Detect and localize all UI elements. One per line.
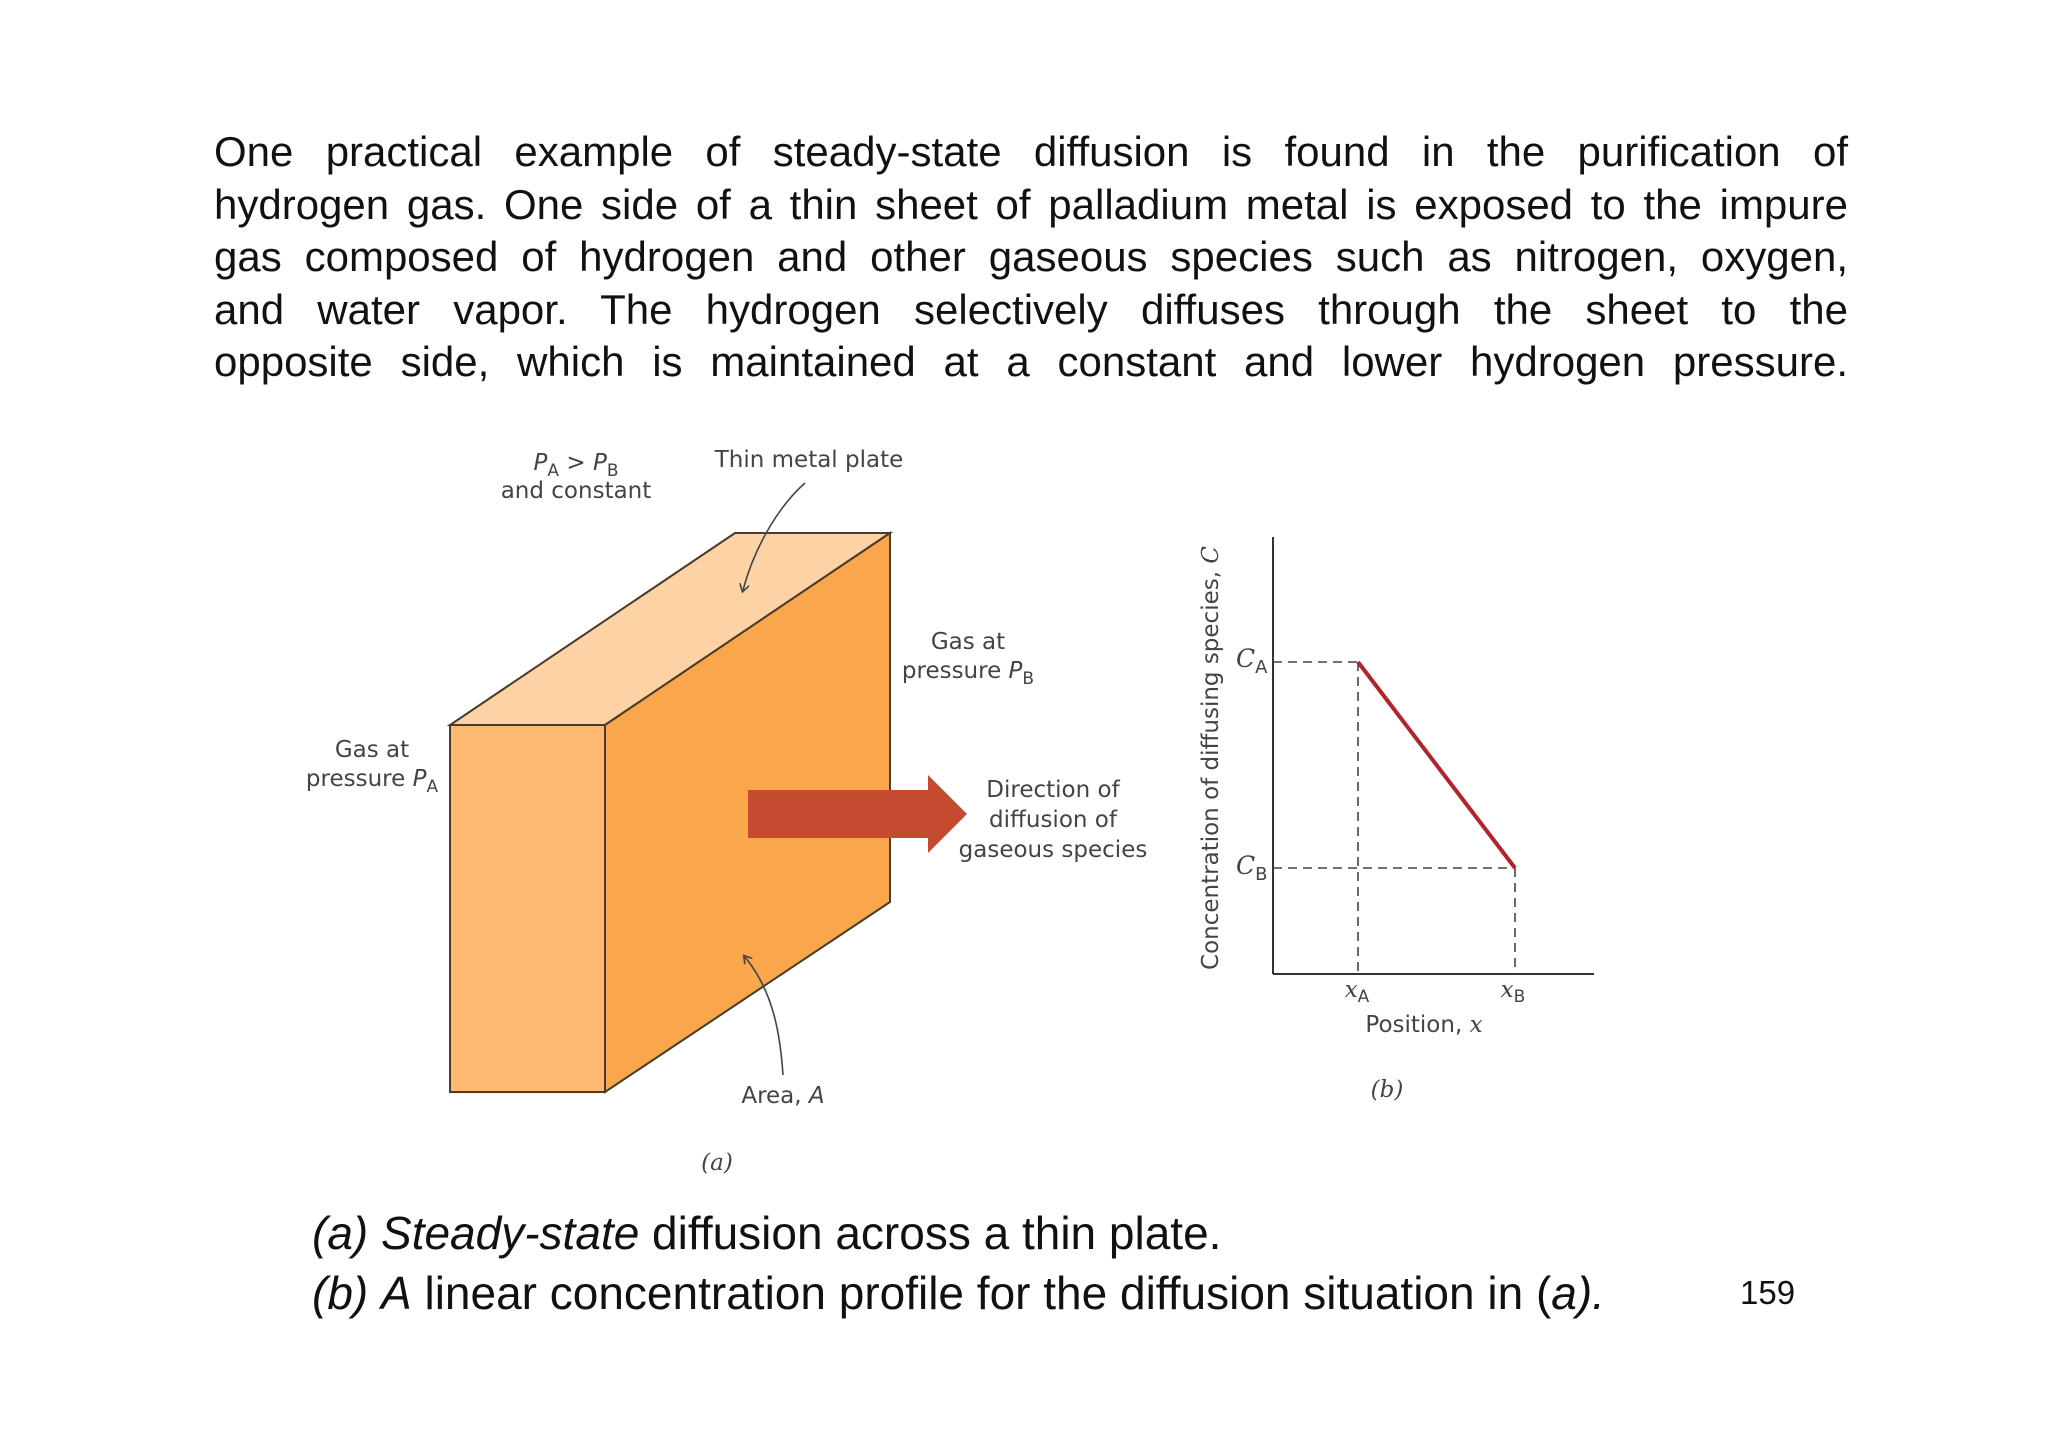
- figure-a: [306, 447, 1147, 1176]
- panel-a-label: (a): [701, 1150, 733, 1176]
- pressure-relation-label: $P_A > P_B$: [533, 450, 619, 481]
- direction-label-line3: gaseous species: [958, 837, 1148, 863]
- area-label: Area, A: [741, 1083, 825, 1109]
- panel-b-label: (b): [1370, 1077, 1404, 1103]
- gas-left-label-line1: Gas at: [334, 737, 410, 763]
- figure-captions: [312, 1203, 1812, 1323]
- y-axis-label: Concentration of diffusing species, C: [1198, 546, 1224, 970]
- concentration-profile-line: [1358, 662, 1515, 868]
- caption-b-italic: A: [381, 1267, 412, 1319]
- caption-b-ref: a).: [1551, 1267, 1605, 1319]
- ca-tick-label: $C_A$: [1236, 644, 1268, 678]
- plate-front-face: [450, 725, 605, 1092]
- x-axis-label: Position, x: [1365, 1012, 1483, 1038]
- caption-b-label: (b): [312, 1267, 369, 1319]
- figure-b: [1198, 537, 1594, 1103]
- caption-a-italic: Steady-state: [381, 1207, 640, 1259]
- paragraph-line: gas composed of hydrogen and other gaseous species such as nitrogen, oxygen,: [214, 233, 1848, 280]
- paragraph-line: opposite side, which is maintained at a constant and lower hydrogen pressure.: [214, 338, 1848, 385]
- caption-a: [312, 1203, 1812, 1263]
- cb-tick-label: $C_B$: [1236, 851, 1268, 885]
- gas-left-label-line2: pressure $P_A$: [305, 766, 439, 797]
- paragraph-line: and water vapor. The hydrogen selectively diffuses through the sheet to the: [214, 285, 1848, 333]
- caption-a-text: diffusion across a thin plate.: [639, 1207, 1222, 1259]
- pressure-constant-label: and constant: [500, 478, 652, 504]
- page-number: 159: [1740, 1274, 1796, 1311]
- xa-tick-label: $x_A$: [1344, 977, 1370, 1007]
- xb-tick-label: $x_B$: [1500, 977, 1526, 1007]
- direction-label-line1: Direction of: [986, 777, 1120, 803]
- thin-plate-label: Thin metal plate: [714, 447, 904, 473]
- paragraph-line: hydrogen gas. One side of a thin sheet of palladium metal is exposed to the impure: [214, 180, 1848, 228]
- gas-right-label-line2: pressure $P_B$: [901, 658, 1035, 689]
- gas-right-label-line1: Gas at: [930, 629, 1006, 655]
- caption-b: [312, 1263, 1812, 1323]
- caption-b-text: linear concentration profile for the diffusion situation in (: [411, 1267, 1552, 1319]
- paragraph-line: One practical example of steady-state diffusion is found in the purification of: [214, 128, 1848, 175]
- direction-label-line2: diffusion of: [989, 807, 1117, 833]
- caption-a-label: (a): [312, 1207, 369, 1259]
